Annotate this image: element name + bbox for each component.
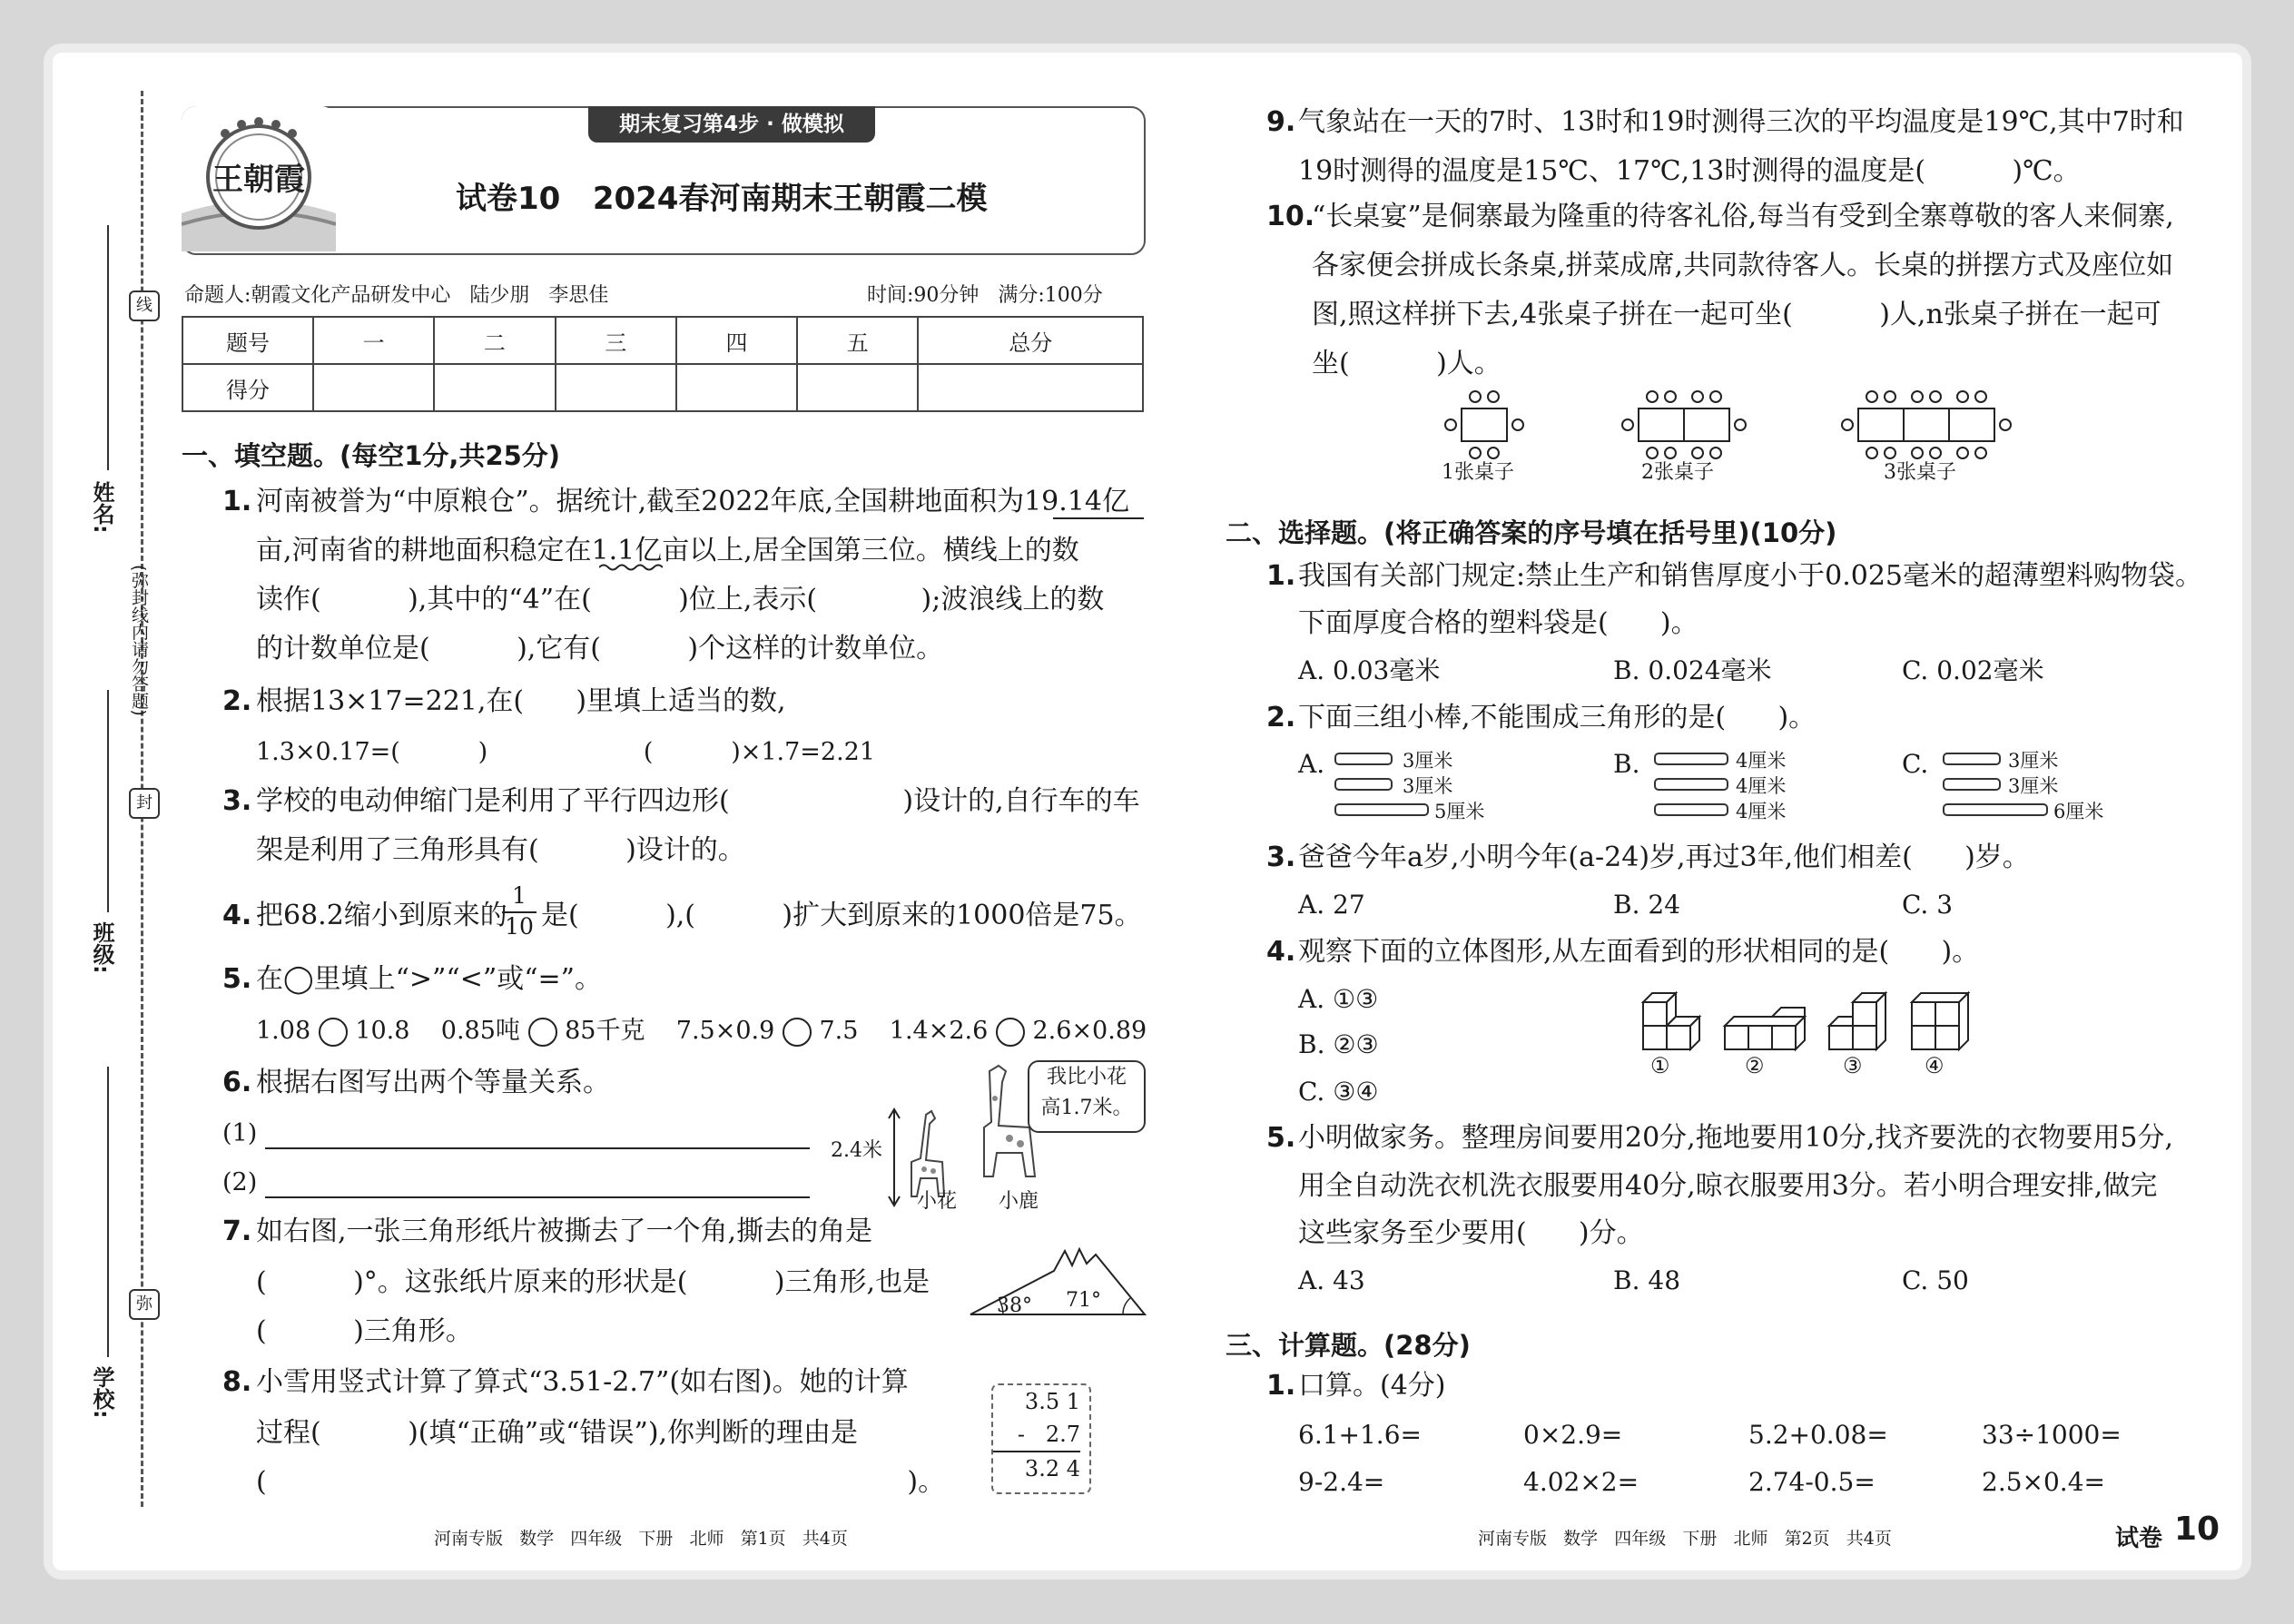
c1-number: 1.	[1266, 560, 1296, 592]
score-header-cell: 总分	[918, 317, 1143, 364]
stick-length: 6厘米	[2053, 801, 2104, 822]
c2-option-b[interactable]: B.	[1613, 749, 1640, 779]
cube-label: ④	[1925, 1053, 1944, 1078]
q5-item: 0.85吨	[440, 1017, 520, 1045]
q4-post: 是( ),( )扩大到原来的1000倍是75。	[541, 900, 1142, 931]
q6-flower-label: 小花	[917, 1190, 958, 1213]
label-1-table: 1张桌子	[1442, 461, 1514, 484]
q3-line1: 学校的电动伸缩门是利用了平行四边形( )设计的,自行车的车	[256, 785, 1140, 817]
q5-circle[interactable]	[996, 1018, 1025, 1047]
class-label: 班级:	[89, 921, 114, 974]
q9-line1: 气象站在一天的7时、13时和19时测得三次的平均温度是19℃,其中7时和	[1298, 106, 2184, 138]
q5-compare-row	[256, 1007, 1147, 1056]
q6-number: 6.	[222, 1067, 252, 1098]
cube-label: ②	[1745, 1053, 1765, 1078]
c5-option-a[interactable]: A. 43	[1298, 1265, 1365, 1295]
section-choice-title: 二、选择题。(将正确答案的序号填在括号里)(10分)	[1226, 517, 1837, 548]
q5-item: 10.8	[355, 1017, 410, 1045]
school-label: 学校:	[89, 1366, 114, 1419]
q5-item: 7.5×0.9	[675, 1017, 775, 1045]
q7-line1: 如右图,一张三角形纸片被撕去了一个角,撕去的角是	[256, 1216, 873, 1247]
c1-line2: 下面厚度合格的塑料袋是( )。	[1298, 607, 1698, 639]
q4-frac-num: 1	[512, 882, 527, 909]
score-cell[interactable]	[556, 364, 676, 411]
c5-number: 5.	[1266, 1122, 1296, 1154]
q6-deer-label: 小鹿	[999, 1190, 1039, 1213]
section-calc-title: 三、计算题。(28分)	[1226, 1330, 1471, 1361]
q5-circle[interactable]	[783, 1018, 812, 1047]
q5-item: 1.08	[256, 1017, 311, 1045]
q7-line2: ( )°。这张纸片原来的形状是( )三角形,也是	[256, 1266, 930, 1298]
q5-item: 7.5	[819, 1017, 859, 1045]
stick-length: 4厘米	[1736, 750, 1787, 772]
score-row-label: 得分	[182, 364, 313, 411]
stick-length: 5厘米	[1434, 801, 1485, 822]
name-label: 姓名:	[89, 481, 114, 534]
paper-label: 试卷	[2115, 1525, 2163, 1552]
q5-number: 5.	[222, 963, 252, 995]
c1-option-b[interactable]: B. 0.024毫米	[1613, 655, 1772, 685]
c5-option-c[interactable]: C. 50	[1902, 1265, 1969, 1295]
q1-wavy-line	[599, 563, 663, 572]
stick-icon	[1334, 753, 1393, 765]
time-score-line: 时间:90分钟 满分:100分	[867, 284, 1103, 307]
cube-label: ③	[1843, 1053, 1863, 1078]
q5-item: 1.4×2.6	[889, 1017, 989, 1045]
calc-line1: 3.5 1	[1024, 1389, 1080, 1414]
class-field[interactable]	[107, 690, 109, 912]
q7-line3: ( )三角形。	[256, 1315, 473, 1347]
angle-38-label: 38°	[997, 1294, 1032, 1317]
q6-answer1-label: (1)	[222, 1119, 258, 1147]
calc-line3: 3.2 4	[993, 1451, 1080, 1485]
q10-number: 10.	[1266, 201, 1315, 232]
q8-line1: 小雪用竖式计算了算式“3.51-2.7”(如右图)。她的计算	[256, 1366, 909, 1398]
oral-calc-item: 33÷1000=	[1982, 1420, 2122, 1450]
oral-calc-item: 9-2.4=	[1298, 1467, 1385, 1497]
score-cell[interactable]	[918, 364, 1143, 411]
section-fill-in-title: 一、填空题。(每空1分,共25分)	[182, 440, 561, 471]
q1-line4: 的计数单位是( ),它有( )个这样的计数单位。	[256, 633, 944, 664]
q8-line2: 过程( )(填“正确”或“错误”),你判断的理由是	[256, 1417, 859, 1449]
score-header-cell: 题号	[182, 317, 313, 364]
stick-length: 3厘米	[2008, 775, 2059, 797]
k1-line1: 口算。(4分)	[1298, 1370, 1446, 1402]
c1-option-a[interactable]: A. 0.03毫米	[1298, 655, 1441, 685]
c3-option-b[interactable]: B. 24	[1613, 890, 1681, 920]
c5-line1: 小明做家务。整理房间要用20分,拖地要用10分,找齐要洗的衣物要用5分,	[1298, 1122, 2174, 1154]
q6-answer2-line[interactable]	[265, 1196, 810, 1198]
q10-line4: 坐( )人。	[1312, 348, 1501, 379]
c2-number: 2.	[1266, 702, 1296, 733]
c5-line3: 这些家务至少要用( )分。	[1298, 1217, 1644, 1249]
c2-line1: 下面三组小棒,不能围成三角形的是( )。	[1298, 702, 1816, 733]
score-cell[interactable]	[313, 364, 434, 411]
c3-option-c[interactable]: C. 3	[1902, 890, 1954, 920]
q10-line1: “长桌宴”是侗寨最为隆重的待客礼俗,每当有受到全寨尊敬的客人来侗寨,	[1312, 201, 2174, 232]
c3-line1: 爸爸今年a岁,小明今年(a-24)岁,再过3年,他们相差( )岁。	[1298, 842, 2030, 873]
stick-length: 4厘米	[1736, 801, 1787, 822]
stick-icon	[1943, 753, 2001, 765]
q6-height-label: 2.4米	[831, 1139, 882, 1162]
score-cell[interactable]	[797, 364, 918, 411]
right-footer: 河南专版 数学 四年级 下册 北师 第2页 共4页	[1478, 1529, 1892, 1549]
bubble-line1: 我比小花	[1046, 1066, 1127, 1088]
q4-pre: 把68.2缩小到原来的	[256, 900, 507, 931]
exam-header	[182, 106, 1146, 255]
q1-underline	[1053, 517, 1144, 519]
q5-line1: 在◯里填上“>”“<”或“=”。	[256, 963, 603, 995]
q6-answer2-label: (2)	[222, 1168, 258, 1196]
brand-logo-icon	[182, 106, 336, 251]
stick-length: 3厘米	[1403, 750, 1453, 772]
torn-triangle-icon	[967, 1245, 1148, 1318]
angle-71-label: 71°	[1066, 1289, 1101, 1312]
q4-number: 4.	[222, 900, 252, 931]
q6-line1: 根据右图写出两个等量关系。	[256, 1067, 610, 1098]
seal-warning: (弥封线内请勿答题)	[129, 565, 149, 716]
c1-line1: 我国有关部门规定:禁止生产和销售厚度小于0.025毫米的超薄塑料购物袋。	[1298, 560, 2202, 592]
c5-line2: 用全自动洗衣机洗衣服要用40分,晾衣服要用3分。若小明合理安排,做完	[1298, 1170, 2158, 1202]
stick-length: 4厘米	[1736, 775, 1787, 797]
oral-calc-item: 2.74-0.5=	[1748, 1467, 1876, 1497]
q1-number: 1.	[222, 486, 252, 517]
score-table	[182, 316, 1144, 412]
stick-icon	[1654, 753, 1728, 765]
q5-circle[interactable]	[319, 1018, 348, 1047]
oral-calc-item: 4.02×2=	[1523, 1467, 1639, 1497]
table-arrangement-icon	[1434, 386, 2033, 468]
stick-icon	[1654, 803, 1728, 816]
score-header-cell: 四	[676, 317, 797, 364]
score-cell[interactable]	[434, 364, 555, 411]
q5-item: 2.6×0.89	[1032, 1017, 1147, 1045]
school-field[interactable]	[107, 1067, 109, 1357]
label-3-tables: 3张桌子	[1884, 461, 1956, 484]
oral-calc-item: 5.2+0.08=	[1748, 1420, 1888, 1450]
q1-line1: 河南被誉为“中原粮仓”。据统计,截至2022年底,全国耕地面积为19.14亿	[256, 486, 1129, 517]
c4-line1: 观察下面的立体图形,从左面看到的形状相同的是( )。	[1298, 936, 1980, 968]
calc-line2: - 2.7	[1017, 1422, 1080, 1447]
q1-line2: 亩,河南省的耕地面积稳定在1.1亿亩以上,居全国第三位。横线上的数	[256, 535, 1079, 566]
q5-item: 85千克	[565, 1017, 645, 1045]
oral-calc-item: 0×2.9=	[1523, 1420, 1623, 1450]
q2-number: 2.	[222, 685, 252, 717]
authors-line: 命题人:朝霞文化产品研发中心 陆少朋 李思佳	[184, 284, 609, 307]
seal-mark-feng: 封	[129, 788, 160, 819]
c4-number: 4.	[1266, 936, 1296, 968]
c1-option-c[interactable]: C. 0.02毫米	[1902, 655, 2044, 685]
score-cell[interactable]	[676, 364, 797, 411]
label-2-tables: 2张桌子	[1641, 461, 1714, 484]
stick-length: 3厘米	[1403, 775, 1453, 797]
q1-line3: 读作( ),其中的“4”在( )位上,表示( );波浪线上的数	[256, 584, 1105, 615]
q9-line2: 19时测得的温度是15℃、17℃,13时测得的温度是( )℃。	[1298, 155, 2081, 187]
score-header-cell: 一	[313, 317, 434, 364]
q2-line1: 根据13×17=221,在( )里填上适当的数,	[256, 685, 786, 717]
bubble-line2: 高1.7米。	[1040, 1097, 1133, 1119]
stick-icon	[1943, 803, 2048, 816]
q7-number: 7.	[222, 1216, 252, 1247]
paper-number: 10	[2174, 1511, 2220, 1548]
score-header-cell: 五	[797, 317, 918, 364]
k1-number: 1.	[1266, 1370, 1296, 1402]
c5-option-b[interactable]: B. 48	[1613, 1265, 1681, 1295]
q2-line2: 1.3×0.17=( ) ( )×1.7=2.21	[256, 738, 876, 766]
c2-option-c[interactable]: C.	[1902, 749, 1929, 779]
q6-answer1-line[interactable]	[265, 1147, 810, 1149]
c4-option-a[interactable]: A. ①③	[1298, 984, 1379, 1014]
q8-number: 8.	[222, 1366, 252, 1398]
q9-number: 9.	[1266, 106, 1296, 138]
stick-icon	[1334, 803, 1429, 816]
speech-bubble	[1028, 1060, 1146, 1133]
q3-number: 3.	[222, 785, 252, 817]
q10-line3: 图,照这样拼下去,4张桌子拼在一起可坐( )人,n张桌子拼在一起可	[1312, 299, 2161, 330]
c4-option-b[interactable]: B. ②③	[1298, 1029, 1379, 1059]
vertical-calc-box	[991, 1383, 1091, 1494]
seal-mark-mi: 弥	[129, 1289, 160, 1320]
seal-mark-xian: 线	[129, 290, 160, 321]
oral-calc-item: 6.1+1.6=	[1298, 1420, 1422, 1450]
stick-length: 3厘米	[2008, 750, 2059, 772]
score-header-cell: 三	[556, 317, 676, 364]
q8-line3: ( )。	[256, 1466, 946, 1498]
c2-option-a[interactable]: A.	[1298, 749, 1325, 779]
stick-icon	[1334, 778, 1393, 791]
review-step-tag: 期末复习第4步 · 做模拟	[588, 106, 875, 143]
oral-calc-item: 2.5×0.4=	[1982, 1467, 2105, 1497]
score-header-cell: 二	[434, 317, 555, 364]
q4-frac-den: 10	[505, 913, 534, 940]
left-footer: 河南专版 数学 四年级 下册 北师 第1页 共4页	[434, 1529, 848, 1549]
q5-circle[interactable]	[528, 1018, 557, 1047]
c3-number: 3.	[1266, 842, 1296, 873]
cube-label: ①	[1650, 1053, 1670, 1078]
exam-title: 试卷10 2024春河南期末王朝霞二模	[456, 181, 988, 217]
svg-text:王朝霞: 王朝霞	[212, 162, 305, 198]
q10-line2: 各家便会拼成长条桌,拼菜成席,共同款待客人。长桌的拼摆方式及座位如	[1312, 250, 2174, 281]
q3-line2: 架是利用了三角形具有( )设计的。	[256, 834, 745, 866]
stick-icon	[1943, 778, 2001, 791]
c3-option-a[interactable]: A. 27	[1298, 890, 1365, 920]
c4-option-c[interactable]: C. ③④	[1298, 1077, 1379, 1107]
name-field[interactable]	[107, 225, 109, 470]
stick-icon	[1654, 778, 1728, 791]
